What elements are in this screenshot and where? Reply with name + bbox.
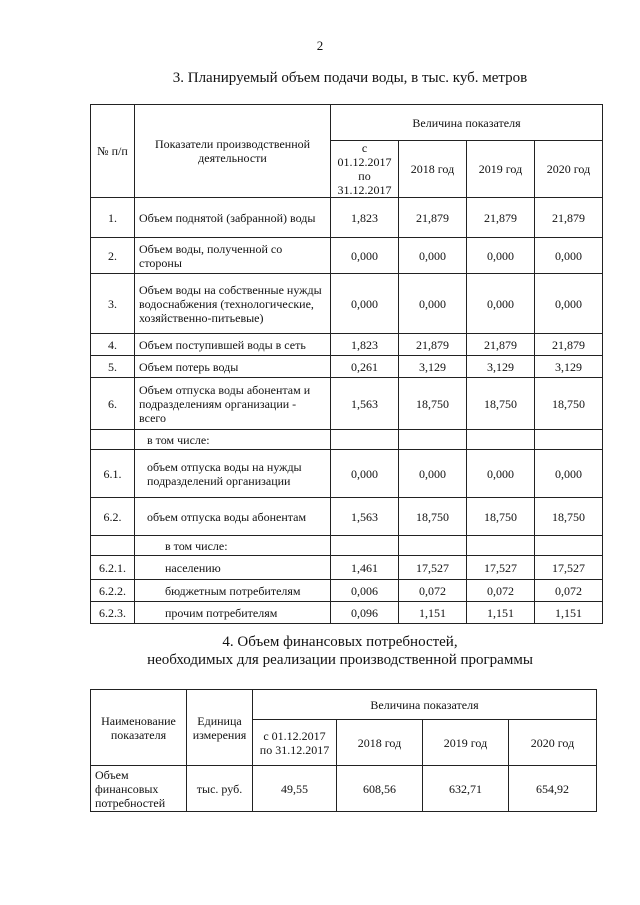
fin-header-2020: 2020 год: [509, 720, 597, 766]
table-row: [91, 430, 603, 450]
row-2019-value: 0,000: [467, 274, 535, 334]
row-2019-value: 1,151: [467, 602, 535, 624]
row-2020-value: 21,879: [535, 334, 603, 356]
financial-needs-table: [90, 689, 597, 812]
row-num: 6.2.3.: [91, 602, 135, 624]
row-num: 4.: [91, 334, 135, 356]
row-period-value: 0,000: [331, 274, 399, 334]
row-period-value: 1,563: [331, 498, 399, 536]
row-2020-value: 18,750: [535, 378, 603, 430]
header-indicator: Показатели производственной деятельности: [135, 105, 331, 198]
row-2018-value: [399, 430, 467, 450]
row-period-value: 0,261: [331, 356, 399, 378]
table-row: [91, 198, 603, 238]
row-2019-value: 0,072: [467, 580, 535, 602]
row-indicator-name: Объем поступившей воды в сеть: [135, 334, 331, 356]
table-row: [91, 238, 603, 274]
header-num: № п/п: [91, 105, 135, 198]
row-indicator-name: Объем воды, полученной со стороны: [135, 238, 331, 274]
table-header-row: [91, 105, 603, 141]
row-2018-value: 18,750: [399, 498, 467, 536]
row-2020-value: [535, 536, 603, 556]
row-2018-value: 1,151: [399, 602, 467, 624]
water-supply-table: [90, 104, 603, 624]
row-2020-value: [535, 430, 603, 450]
row-2018-value: 21,879: [399, 334, 467, 356]
row-indicator-name: Объем потерь воды: [135, 356, 331, 378]
row-num: 6.2.2.: [91, 580, 135, 602]
row-2018-value: 0,000: [399, 274, 467, 334]
fin-header-2019: 2019 год: [423, 720, 509, 766]
row-num: 2.: [91, 238, 135, 274]
fin-header-period: с 01.12.2017 по 31.12.2017: [253, 720, 337, 766]
row-2019-value: 18,750: [467, 498, 535, 536]
row-2019-value: 17,527: [467, 556, 535, 580]
row-2018-value: 21,879: [399, 198, 467, 238]
row-2019-value: [467, 536, 535, 556]
row-period-value: 0,006: [331, 580, 399, 602]
row-2020-value: 1,151: [535, 602, 603, 624]
row-period-value: [331, 536, 399, 556]
header-period: с 01.12.2017 по 31.12.2017: [331, 141, 399, 198]
row-period-value: 1,563: [331, 378, 399, 430]
row-2019-value: 21,879: [467, 198, 535, 238]
table-row: [91, 274, 603, 334]
row-num: 6.2.1.: [91, 556, 135, 580]
fin-row-period-value: 49,55: [253, 766, 337, 812]
table-row: [91, 356, 603, 378]
page-number: 2: [316, 38, 324, 53]
row-indicator-name: Объем воды на собственные нужды водоснабжения (технологические, хозяйственно-питьевые): [135, 274, 331, 334]
section-3-title: 3. Планируемый объем подачи воды, в тыс. куб. метров: [172, 70, 528, 86]
row-num: 3.: [91, 274, 135, 334]
row-2018-value: 0,000: [399, 450, 467, 498]
row-num: 6.: [91, 378, 135, 430]
header-2020: 2020 год: [535, 141, 603, 198]
row-num: 6.1.: [91, 450, 135, 498]
row-num: 6.2.: [91, 498, 135, 536]
table-row: [91, 536, 603, 556]
fin-header-2018: 2018 год: [337, 720, 423, 766]
section-4-title: [0, 633, 640, 669]
row-2020-value: 17,527: [535, 556, 603, 580]
row-2020-value: 3,129: [535, 356, 603, 378]
fin-header-unit: Единица измерения: [187, 690, 253, 766]
row-indicator-name: в том числе:: [135, 430, 331, 450]
row-indicator-name: бюджетным потребителям: [135, 580, 331, 602]
row-2018-value: 3,129: [399, 356, 467, 378]
row-2019-value: 18,750: [467, 378, 535, 430]
row-num: 1.: [91, 198, 135, 238]
row-period-value: 1,823: [331, 334, 399, 356]
table-row: [91, 580, 603, 602]
table-row: [91, 450, 603, 498]
fin-row-2020-value: 654,92: [509, 766, 597, 812]
row-2019-value: 21,879: [467, 334, 535, 356]
row-period-value: [331, 430, 399, 450]
row-period-value: 1,823: [331, 198, 399, 238]
row-2020-value: 21,879: [535, 198, 603, 238]
row-2020-value: 0,000: [535, 274, 603, 334]
row-indicator-name: прочим потребителям: [135, 602, 331, 624]
row-2018-value: [399, 536, 467, 556]
row-indicator-name: в том числе:: [135, 536, 331, 556]
row-2019-value: [467, 430, 535, 450]
fin-header-name: Наименование показателя: [91, 690, 187, 766]
row-2019-value: 3,129: [467, 356, 535, 378]
table-row: [91, 498, 603, 536]
row-2020-value: 18,750: [535, 498, 603, 536]
row-period-value: 0,096: [331, 602, 399, 624]
fin-data-row: [91, 766, 597, 812]
row-indicator-name: объем отпуска воды абонентам: [135, 498, 331, 536]
table-row: [91, 334, 603, 356]
fin-row-name: Объем финансовых потребностей: [91, 766, 187, 812]
row-2018-value: 18,750: [399, 378, 467, 430]
header-2018: 2018 год: [399, 141, 467, 198]
row-indicator-name: объем отпуска воды на нужды подразделений организации: [135, 450, 331, 498]
fin-row-2018-value: 608,56: [337, 766, 423, 812]
fin-row-2019-value: 632,71: [423, 766, 509, 812]
fin-header-value-group: Величина показателя: [253, 690, 597, 720]
header-value-group: Величина показателя: [331, 105, 603, 141]
row-indicator-name: Объем отпуска воды абонентам и подразделениям организации - всего: [135, 378, 331, 430]
row-num: [91, 536, 135, 556]
table-row: [91, 556, 603, 580]
row-2020-value: 0,072: [535, 580, 603, 602]
table-row: [91, 378, 603, 430]
section-4-title-line-1: 4. Объем финансовых потребностей,: [222, 634, 458, 650]
row-2020-value: 0,000: [535, 238, 603, 274]
row-num: 5.: [91, 356, 135, 378]
table-row: [91, 602, 603, 624]
row-period-value: 0,000: [331, 238, 399, 274]
row-period-value: 1,461: [331, 556, 399, 580]
row-2019-value: 0,000: [467, 238, 535, 274]
row-2018-value: 0,072: [399, 580, 467, 602]
section-4-title-line-2: необходимых для реализации производственной программы: [147, 652, 533, 668]
row-2020-value: 0,000: [535, 450, 603, 498]
row-2018-value: 17,527: [399, 556, 467, 580]
row-indicator-name: Объем поднятой (забранной) воды: [135, 198, 331, 238]
fin-row-unit: тыс. руб.: [187, 766, 253, 812]
row-period-value: 0,000: [331, 450, 399, 498]
header-2019: 2019 год: [467, 141, 535, 198]
row-num: [91, 430, 135, 450]
fin-header-row: [91, 690, 597, 720]
row-indicator-name: населению: [135, 556, 331, 580]
row-2018-value: 0,000: [399, 238, 467, 274]
row-2019-value: 0,000: [467, 450, 535, 498]
